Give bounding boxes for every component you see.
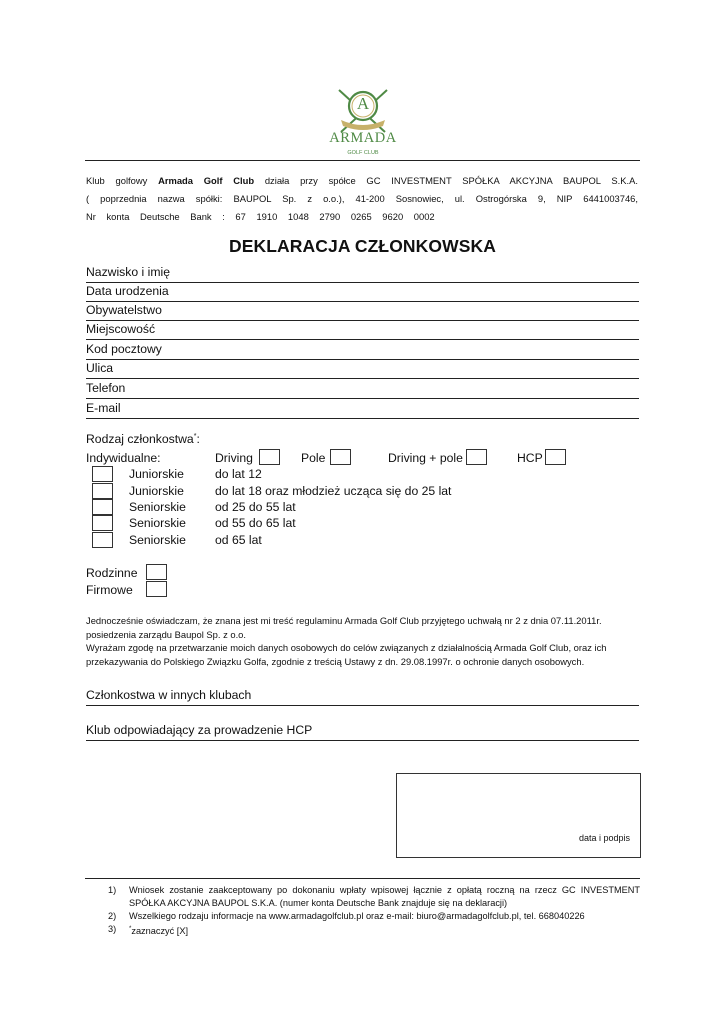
field-row-5 xyxy=(86,359,639,379)
field-input[interactable] xyxy=(256,399,639,417)
category-name: Seniorskie xyxy=(129,533,186,547)
option-pole-label: Pole xyxy=(301,451,326,465)
field-label: Miejscowość xyxy=(86,322,156,336)
field-input[interactable] xyxy=(256,359,639,377)
field-row-7 xyxy=(86,399,639,419)
field-input[interactable] xyxy=(256,301,639,319)
category-checkbox[interactable] xyxy=(92,499,113,515)
individual-label: Indywidualne: xyxy=(86,451,161,465)
logo-name: ARMADA xyxy=(329,130,397,146)
field-label: Telefon xyxy=(86,381,126,395)
field-label: Ulica xyxy=(86,361,114,375)
other-clubs-field[interactable] xyxy=(86,686,639,706)
header-divider xyxy=(85,160,640,161)
membership-type-label: Rodzaj członkostwa*: xyxy=(86,432,200,446)
category-name: Seniorskie xyxy=(129,516,186,530)
footer-divider xyxy=(85,878,640,879)
company-info-line-1: Klub golfowy Armada Golf Club działa przy spółce GC INVESTMENT SPÓŁKA AKCYJNA BAUPOL S.K.A. xyxy=(86,175,638,186)
field-row-2 xyxy=(86,301,639,321)
option-driving-pole-checkbox[interactable] xyxy=(466,449,487,465)
category-checkbox[interactable] xyxy=(92,515,113,531)
club-name: Armada Golf Club xyxy=(158,175,255,186)
field-row-3 xyxy=(86,320,639,340)
field-input[interactable] xyxy=(256,340,639,358)
field-row-1 xyxy=(86,282,639,302)
field-label: Data urodzenia xyxy=(86,284,169,298)
regulations-statement: Jednocześnie oświadczam, że znana jest mi treść regulaminu Armada Golf Club przyjętego uchwałą nr 2 z dnia 07.11.2011r. posiedzenia zarządu Baupol Sp. z o.o. xyxy=(86,615,602,640)
footnote-3: 3) *zaznaczyć [X] xyxy=(108,924,189,937)
field-input[interactable] xyxy=(256,320,639,338)
page-title: DEKLARACJA CZŁONKOWSKA xyxy=(229,236,496,256)
category-age: do lat 12 xyxy=(215,467,262,481)
field-input[interactable] xyxy=(256,282,639,300)
category-checkbox[interactable] xyxy=(92,532,113,548)
category-age: od 65 lat xyxy=(215,533,262,547)
footnote-2: 2) Wszelkiego rodzaju informacje na www.armadagolfclub.pl oraz e-mail: biuro@armadagolfclub.pl, tel. 668040226 xyxy=(108,911,585,921)
option-driving-checkbox[interactable] xyxy=(259,449,280,465)
option-hcp-label: HCP xyxy=(517,451,543,465)
field-input[interactable] xyxy=(256,379,639,397)
company-info-line-3: Nr konta Deutsche Bank : 67 1910 1048 2790 0265 9620 0002 xyxy=(86,211,435,222)
footnote-1: 1) Wniosek zostanie zaakceptowany po dokonaniu wpłaty wpisowej łącznie z opłatą roczną na rzecz GC INVESTMENT SPÓŁKA AKCYJNA BAUPOL S.K.A. (numer konta Deutsche Bank znajduje się na deklaracji) xyxy=(108,885,640,908)
hcp-club-field[interactable] xyxy=(86,721,639,741)
signature-box[interactable] xyxy=(396,773,641,858)
field-row-6 xyxy=(86,379,639,399)
field-label: Obywatelstwo xyxy=(86,303,162,317)
data-consent-statement: Wyrażam zgodę na przetwarzanie moich danych osobowych do celów związanych z działalnością Armada Golf Club, oraz ich przekazywania do Polskiego Związku Golfa, zgodnie z treścią Ustawy z dn. 29.08.1997r. o ochronie danych osobowych. xyxy=(86,642,607,667)
hcp-club-label: Klub odpowiadający za prowadzenie HCP xyxy=(86,723,313,737)
category-age: do lat 18 oraz młodzież ucząca się do 25 lat xyxy=(215,484,452,498)
logo-subtitle: GOLF CLUB xyxy=(347,150,379,156)
field-label: E-mail xyxy=(86,401,121,415)
field-row-0 xyxy=(86,263,639,283)
category-checkbox[interactable] xyxy=(92,483,113,499)
armada-golf-club-logo xyxy=(327,84,399,160)
family-membership-checkbox[interactable] xyxy=(146,564,167,580)
field-label: Nazwisko i imię xyxy=(86,265,170,279)
category-age: od 55 do 65 lat xyxy=(215,516,296,530)
field-input[interactable] xyxy=(256,263,639,281)
category-name: Juniorskie xyxy=(129,484,184,498)
company-info-line-2: ( poprzednia nazwa spółki: BAUPOL Sp. z o.o.), 41-200 Sosnowiec, ul. Ostrogórska 9, NIP 6441003746, xyxy=(86,193,638,204)
logo-letter: A xyxy=(356,94,370,113)
category-name: Seniorskie xyxy=(129,500,186,514)
option-driving-pole-label: Driving + pole xyxy=(388,451,463,465)
family-membership-label: Rodzinne xyxy=(86,566,138,580)
other-clubs-label: Członkostwa w innych klubach xyxy=(86,688,252,702)
field-label: Kod pocztowy xyxy=(86,342,162,356)
option-driving-label: Driving xyxy=(215,451,253,465)
company-membership-checkbox[interactable] xyxy=(146,581,167,597)
category-age: od 25 do 55 lat xyxy=(215,500,296,514)
category-checkbox[interactable] xyxy=(92,466,113,482)
option-pole-checkbox[interactable] xyxy=(330,449,351,465)
option-hcp-checkbox[interactable] xyxy=(545,449,566,465)
field-row-4 xyxy=(86,340,639,360)
signature-label: data i podpis xyxy=(578,833,630,843)
company-membership-label: Firmowe xyxy=(86,583,133,597)
company-info xyxy=(86,172,638,226)
category-name: Juniorskie xyxy=(129,467,184,481)
